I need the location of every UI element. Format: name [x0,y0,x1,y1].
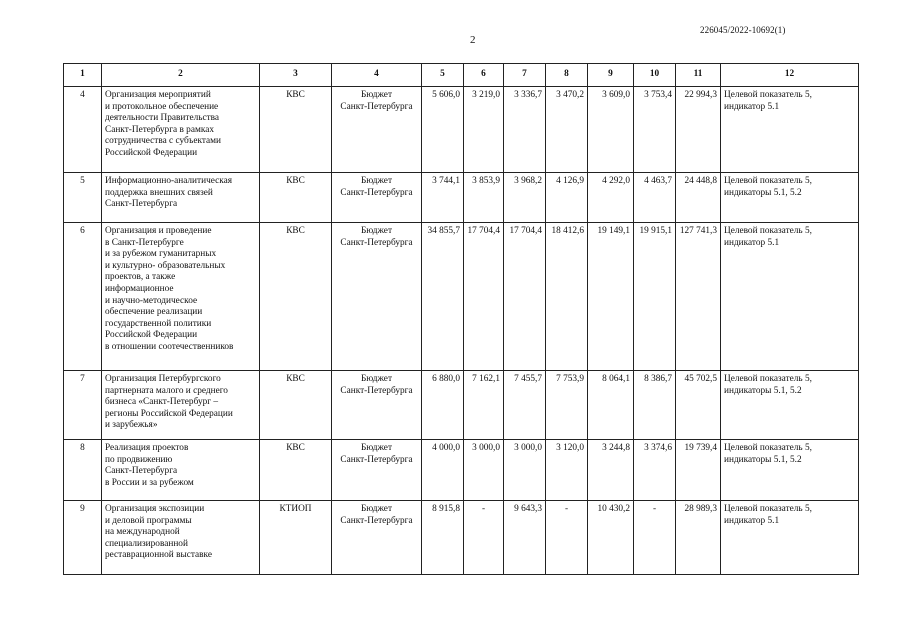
value-col-10: 19 915,1 [634,223,676,371]
row-number: 9 [64,501,102,575]
activity-name: Организация и проведение в Санкт-Петербурге и за рубежом гуманитарных и культурно- образовательных проектов, а также информационное и научно-методическое обеспечение реализации государственной политики Российской Федерации в отношении соотечественников [102,223,260,371]
table-row [64,173,859,223]
value-col-6: 3 000,0 [464,440,504,501]
executor: КТИОП [260,501,332,575]
column-header: 8 [546,64,588,87]
row-number: 4 [64,87,102,173]
value-col-6: 3 853,9 [464,173,504,223]
executor: КВС [260,440,332,501]
target-indicator: Целевой показатель 5, индикатор 5.1 [721,223,859,371]
value-col-7: 17 704,4 [504,223,546,371]
column-header: 9 [588,64,634,87]
value-col-7: 3 968,2 [504,173,546,223]
target-indicator: Целевой показатель 5, индикаторы 5.1, 5.2 [721,371,859,440]
value-col-9: 10 430,2 [588,501,634,575]
table-row [64,371,859,440]
value-col-10: 3 753,4 [634,87,676,173]
column-header: 12 [721,64,859,87]
column-header: 5 [422,64,464,87]
executor: КВС [260,173,332,223]
value-col-9: 3 244,8 [588,440,634,501]
activity-name: Организация Петербургского партнерната малого и среднего бизнеса «Санкт-Петербург – регионы Российской Федерации и зарубежья» [102,371,260,440]
column-header: 6 [464,64,504,87]
value-col-10: 8 386,7 [634,371,676,440]
table-header-row [64,64,859,87]
value-col-7: 3 000,0 [504,440,546,501]
row-number: 7 [64,371,102,440]
table-row [64,223,859,371]
document-registration-number: 226045/2022-10692(1) [700,25,786,35]
value-col-8: 3 470,2 [546,87,588,173]
value-col-10: 3 374,6 [634,440,676,501]
target-indicator: Целевой показатель 5, индикатор 5.1 [721,501,859,575]
value-col-8: 4 126,9 [546,173,588,223]
column-header: 3 [260,64,332,87]
value-total: 24 448,8 [676,173,721,223]
funding-source: Бюджет Санкт-Петербурга [332,371,422,440]
value-col-9: 19 149,1 [588,223,634,371]
executor: КВС [260,371,332,440]
page-number: 2 [470,34,476,46]
value-col-6: - [464,501,504,575]
row-number: 8 [64,440,102,501]
executor: КВС [260,87,332,173]
value-total: 28 989,3 [676,501,721,575]
value-col-7: 9 643,3 [504,501,546,575]
program-activities-table [63,63,859,575]
value-col-8: - [546,501,588,575]
value-total: 127 741,3 [676,223,721,371]
value-col-9: 4 292,0 [588,173,634,223]
funding-source: Бюджет Санкт-Петербурга [332,501,422,575]
target-indicator: Целевой показатель 5, индикаторы 5.1, 5.2 [721,440,859,501]
value-total: 22 994,3 [676,87,721,173]
value-col-6: 17 704,4 [464,223,504,371]
value-col-10: 4 463,7 [634,173,676,223]
value-col-9: 8 064,1 [588,371,634,440]
column-header: 11 [676,64,721,87]
column-header: 7 [504,64,546,87]
table-row [64,440,859,501]
column-header: 2 [102,64,260,87]
target-indicator: Целевой показатель 5, индикаторы 5.1, 5.2 [721,173,859,223]
row-number: 5 [64,173,102,223]
value-col-8: 3 120,0 [546,440,588,501]
target-indicator: Целевой показатель 5, индикатор 5.1 [721,87,859,173]
funding-source: Бюджет Санкт-Петербурга [332,440,422,501]
activity-name: Организация экспозиции и деловой программы на международной специализированной реставрационной выставке [102,501,260,575]
table-row [64,501,859,575]
column-header: 1 [64,64,102,87]
row-number: 6 [64,223,102,371]
value-col-5: 8 915,8 [422,501,464,575]
activity-name: Реализация проектов по продвижению Санкт-Петербурга в России и за рубежом [102,440,260,501]
value-total: 19 739,4 [676,440,721,501]
table-row [64,87,859,173]
column-header: 10 [634,64,676,87]
value-col-6: 3 219,0 [464,87,504,173]
executor: КВС [260,223,332,371]
funding-source: Бюджет Санкт-Петербурга [332,87,422,173]
value-col-5: 6 880,0 [422,371,464,440]
value-col-7: 3 336,7 [504,87,546,173]
column-header: 4 [332,64,422,87]
value-col-5: 5 606,0 [422,87,464,173]
value-total: 45 702,5 [676,371,721,440]
activity-name: Организация мероприятий и протокольное обеспечение деятельности Правительства Санкт-Петербурга в рамках сотрудничества с субъектами Российской Федерации [102,87,260,173]
value-col-10: - [634,501,676,575]
value-col-6: 7 162,1 [464,371,504,440]
value-col-5: 3 744,1 [422,173,464,223]
value-col-7: 7 455,7 [504,371,546,440]
value-col-8: 18 412,6 [546,223,588,371]
funding-source: Бюджет Санкт-Петербурга [332,173,422,223]
activity-name: Информационно-аналитическая поддержка внешних связей Санкт-Петербурга [102,173,260,223]
value-col-8: 7 753,9 [546,371,588,440]
value-col-5: 4 000,0 [422,440,464,501]
funding-source: Бюджет Санкт-Петербурга [332,223,422,371]
value-col-5: 34 855,7 [422,223,464,371]
value-col-9: 3 609,0 [588,87,634,173]
